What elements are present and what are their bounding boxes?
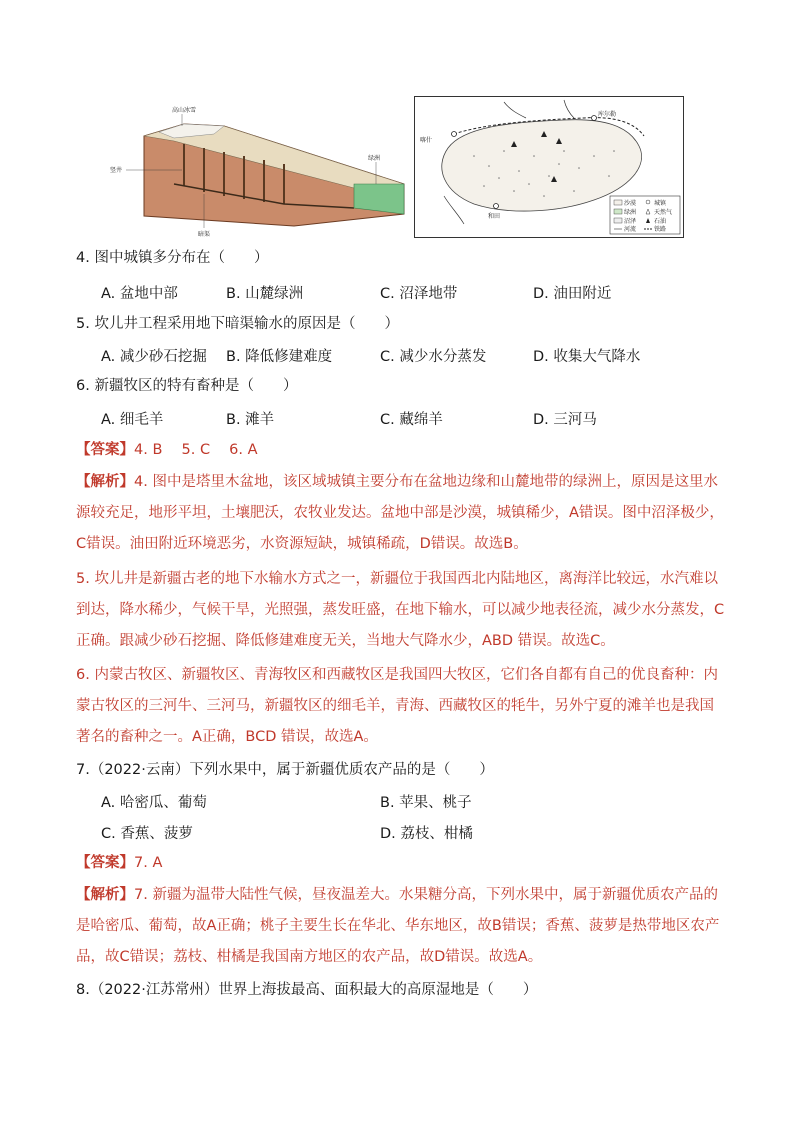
q5-option-b: B. 降低修建难度	[226, 349, 333, 365]
label-oasis: 绿洲	[368, 155, 381, 162]
label-snow: 高山冰雪	[172, 107, 197, 114]
q6-stem: 6. 新疆牧区的特有畜种是（ ）	[76, 378, 298, 394]
q4-option-c: C. 沼泽地带	[380, 286, 458, 302]
svg-text:沙漠: 沙漠	[624, 200, 637, 207]
q5-stem: 5. 坎儿井工程采用地下暗渠输水的原因是（ ）	[76, 316, 399, 332]
analysis-4: 【解析】4. 图中是塔里木盆地，该区域城镇主要分布在盆地边缘和山麓地带的绿洲上，原因是这里水源较充足，地形平坦，土壤肥沃，农牧业发达。盆地中部是沙漠，城镇稀少，A错误。图中沼泽极少，C错误。油田附近环境恶劣，水资源短缺，城镇稀疏，D错误。故选B。	[76, 474, 724, 552]
analysis-7: 【解析】7. 新疆为温带大陆性气候，昼夜温差大。水果糖分高，下列水果中，属于新疆优质农产品的是哈密瓜、葡萄，故A正确；桃子主要生长在华北、华东地区，故B错误；香蕉、菠萝是热带地区农产品，故C错误；荔枝、柑橘是我国南方地区的农产品，故D错误。故选A。	[76, 887, 720, 965]
tarim-basin-map	[414, 96, 684, 238]
svg-text:河流: 河流	[624, 226, 637, 233]
label-well: 竖井	[110, 167, 123, 174]
answer-block-1	[76, 440, 258, 460]
analysis-5: 5. 坎儿井是新疆古老的地下水输水方式之一，新疆位于我国西北内陆地区，离海洋比较远，水汽难以到达，降水稀少，气候干旱，光照强，蒸发旺盛，在地下输水，可以减少地表径流，减少水分蒸发，C正确。跟减少砂石挖掘、降低修建难度无关，当地大气降水少，ABD 错误。故选C。	[76, 571, 725, 649]
svg-text:天然气: 天然气	[654, 209, 673, 216]
q7-option-b: B. 苹果、桃子	[380, 795, 472, 811]
q5-option-c: C. 减少水分蒸发	[380, 349, 487, 365]
q4-option-b: B. 山麓绿洲	[226, 286, 304, 302]
karez-diagram	[104, 96, 414, 242]
q4-option-d: D. 油田附近	[533, 286, 612, 302]
q7-option-c: C. 香蕉、菠萝	[101, 826, 193, 842]
answer-text: 4. B 5. C 6. A	[134, 442, 258, 458]
q8-stem: 8.（2022·江苏常州）世界上海拔最高、面积最大的高原湿地是（ ）	[76, 982, 538, 998]
map-label-kashi: 喀什	[420, 137, 433, 144]
q5-option-d: D. 收集大气降水	[533, 349, 641, 365]
q6-option-d: D. 三河马	[533, 412, 597, 428]
answer-text-2: 7. A	[134, 855, 163, 871]
analysis-6: 6. 内蒙古牧区、新疆牧区、青海牧区和西藏牧区是我国四大牧区，它们各自都有自己的优良畜种：内蒙古牧区的三河牛、三河马，新疆牧区的细毛羊，青海、西藏牧区的牦牛，另外宁夏的滩羊也是我国著名的畜种之一。A正确，BCD 错误，故选A。	[76, 667, 718, 745]
q6-option-c: C. 藏绵羊	[380, 412, 443, 428]
q6-option-a: A. 细毛羊	[101, 412, 164, 428]
map-label-korla: 库尔勒	[598, 111, 617, 118]
map-legend	[610, 196, 680, 234]
q6-option-b: B. 滩羊	[226, 412, 275, 428]
analysis-tag-2: 【解析】	[76, 887, 134, 903]
answer-tag-2: 【答案】	[76, 855, 134, 871]
q7-option-d: D. 荔枝、柑橘	[380, 826, 473, 842]
q7-option-a: A. 哈密瓜、葡萄	[101, 795, 207, 811]
svg-text:城镇: 城镇	[654, 200, 667, 207]
analysis-tag: 【解析】	[76, 474, 134, 490]
answer-block-2	[76, 853, 162, 873]
q5-option-a: A. 减少砂石挖掘	[101, 349, 207, 365]
map-label-hotan: 和田	[488, 213, 501, 220]
svg-text:绿洲: 绿洲	[624, 209, 637, 216]
svg-text:石油: 石油	[654, 218, 667, 225]
q4-option-a: A. 盆地中部	[101, 286, 178, 302]
svg-text:铁路: 铁路	[654, 226, 667, 233]
label-channel: 暗渠	[198, 231, 211, 238]
q4-stem: 4. 图中城镇多分布在（ ）	[76, 250, 269, 266]
answer-tag: 【答案】	[76, 442, 134, 458]
svg-text:沼泽: 沼泽	[624, 218, 637, 225]
q7-stem: 7.（2022·云南）下列水果中，属于新疆优质农产品的是（ ）	[76, 762, 494, 778]
